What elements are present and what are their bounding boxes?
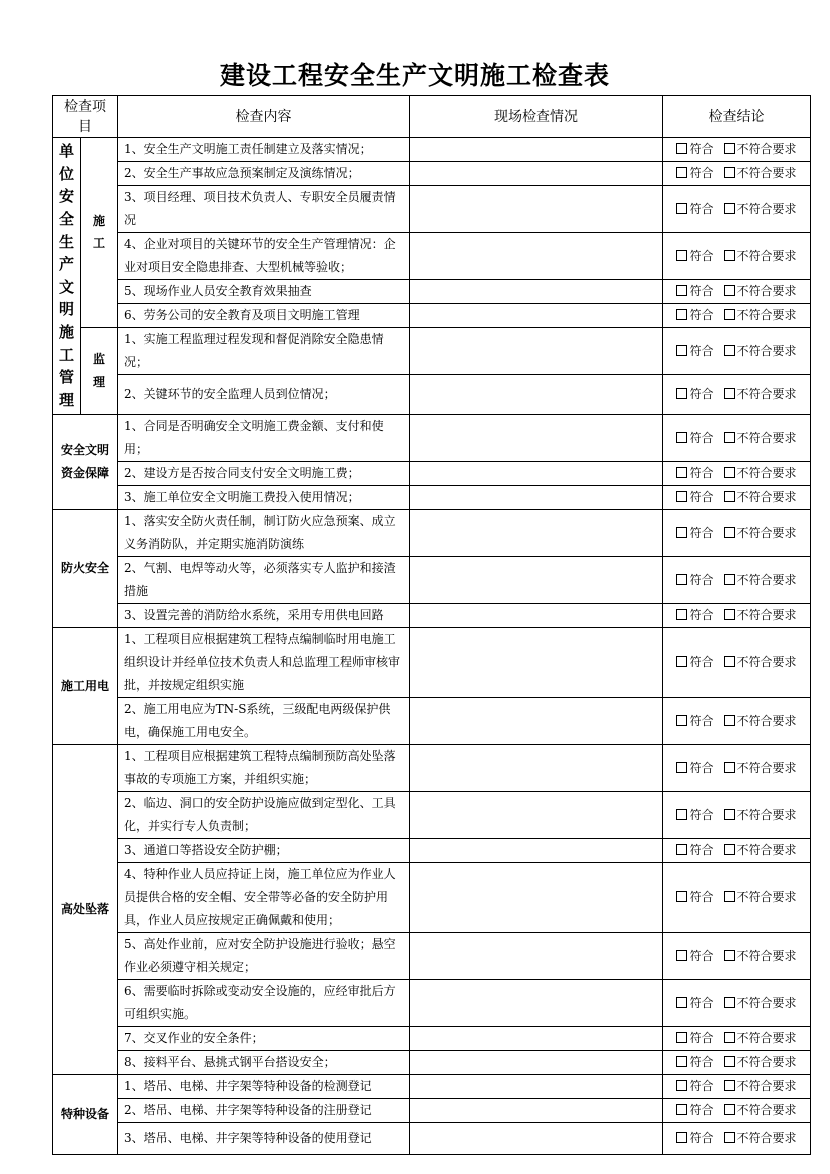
conclusion-cell: 符合 不符合要求 bbox=[663, 138, 811, 162]
checkbox-nonconform[interactable] bbox=[724, 609, 735, 620]
conclusion-cell: 符合 不符合要求 bbox=[663, 510, 811, 557]
checkbox-nonconform[interactable] bbox=[724, 143, 735, 154]
site-status-cell[interactable] bbox=[410, 1123, 663, 1155]
table-row bbox=[53, 486, 811, 510]
check-content: 2、安全生产事故应急预案制定及演练情况； bbox=[118, 162, 410, 186]
check-content: 8、接料平台、悬挑式钢平台搭设安全； bbox=[118, 1051, 410, 1075]
site-status-cell[interactable] bbox=[410, 328, 663, 375]
check-content: 1、落实安全防火责任制，制订防火应急预案、成立义务消防队，并定期实施消防演练 bbox=[118, 510, 410, 557]
conclusion-cell: 符合 不符合要求 bbox=[663, 933, 811, 980]
table-row bbox=[53, 186, 811, 233]
checkbox-nonconform[interactable] bbox=[724, 250, 735, 261]
checkbox-nonconform[interactable] bbox=[724, 285, 735, 296]
section-label: 施工用电 bbox=[53, 628, 118, 745]
table-row bbox=[53, 628, 811, 698]
check-content: 5、现场作业人员安全教育效果抽查 bbox=[118, 280, 410, 304]
checkbox-nonconform[interactable] bbox=[724, 1132, 735, 1143]
site-status-cell[interactable] bbox=[410, 1027, 663, 1051]
checkbox-nonconform[interactable] bbox=[724, 844, 735, 855]
checkbox-nonconform[interactable] bbox=[724, 762, 735, 773]
site-status-cell[interactable] bbox=[410, 186, 663, 233]
checkbox-nonconform[interactable] bbox=[724, 527, 735, 538]
checkbox-nonconform[interactable] bbox=[724, 715, 735, 726]
inspection-table bbox=[52, 95, 811, 1155]
checkbox-conform[interactable] bbox=[676, 203, 687, 214]
site-status-cell[interactable] bbox=[410, 745, 663, 792]
table-row bbox=[53, 792, 811, 839]
header-content: 检查内容 bbox=[118, 96, 410, 138]
check-content: 6、需要临时拆除或变动安全设施的，应经审批后方可组织实施。 bbox=[118, 980, 410, 1027]
check-content: 1、工程项目应根据建筑工程特点编制临时用电施工组织设计并经单位技术负责人和总监理工程师审核审批，并按规定组织实施 bbox=[118, 628, 410, 698]
checkbox-nonconform[interactable] bbox=[724, 309, 735, 320]
table-row bbox=[53, 415, 811, 462]
checkbox-nonconform[interactable] bbox=[724, 809, 735, 820]
checkbox-nonconform[interactable] bbox=[724, 432, 735, 443]
table-row bbox=[53, 604, 811, 628]
table-row bbox=[53, 1099, 811, 1123]
check-content: 2、临边、洞口的安全防护设施应做到定型化、工具化，并实行专人负责制； bbox=[118, 792, 410, 839]
site-status-cell[interactable] bbox=[410, 486, 663, 510]
checkbox-nonconform[interactable] bbox=[724, 467, 735, 478]
site-status-cell[interactable] bbox=[410, 980, 663, 1027]
checkbox-conform[interactable] bbox=[676, 345, 687, 356]
checkbox-conform[interactable] bbox=[676, 143, 687, 154]
table-row bbox=[53, 745, 811, 792]
checkbox-conform[interactable] bbox=[676, 609, 687, 620]
site-status-cell[interactable] bbox=[410, 792, 663, 839]
checkbox-conform[interactable] bbox=[676, 527, 687, 538]
site-status-cell[interactable] bbox=[410, 162, 663, 186]
checkbox-nonconform[interactable] bbox=[724, 1080, 735, 1091]
conclusion-cell: 符合 不符合要求 bbox=[663, 462, 811, 486]
checkbox-conform[interactable] bbox=[676, 1080, 687, 1091]
conclusion-cell: 符合 不符合要求 bbox=[663, 486, 811, 510]
conclusion-cell: 符合 不符合要求 bbox=[663, 604, 811, 628]
checkbox-conform[interactable] bbox=[676, 809, 687, 820]
check-content: 4、特种作业人员应持证上岗，施工单位应为作业人员提供合格的安全帽、安全带等必备的安全防护用具，作业人员应按规定正确佩戴和使用； bbox=[118, 863, 410, 933]
table-row bbox=[53, 138, 811, 162]
site-status-cell[interactable] bbox=[410, 557, 663, 604]
section-label: 单位安全生产文明施工管理 bbox=[53, 138, 81, 415]
site-status-cell[interactable] bbox=[410, 863, 663, 933]
section-label: 安全文明资金保障 bbox=[53, 415, 118, 510]
checkbox-conform[interactable] bbox=[676, 467, 687, 478]
checkbox-nonconform[interactable] bbox=[724, 1056, 735, 1067]
table-row bbox=[53, 233, 811, 280]
table-row bbox=[53, 1123, 811, 1155]
checkbox-conform[interactable] bbox=[676, 167, 687, 178]
check-content: 3、通道口等搭设安全防护棚； bbox=[118, 839, 410, 863]
conclusion-cell: 符合 不符合要求 bbox=[663, 839, 811, 863]
checkbox-nonconform[interactable] bbox=[724, 950, 735, 961]
checkbox-conform[interactable] bbox=[676, 997, 687, 1008]
site-status-cell[interactable] bbox=[410, 138, 663, 162]
check-content: 1、塔吊、电梯、井字架等特种设备的检测登记 bbox=[118, 1075, 410, 1099]
check-content: 2、施工用电应为TN-S系统，三级配电两级保护供电，确保施工用电安全。 bbox=[118, 698, 410, 745]
check-content: 1、工程项目应根据建筑工程特点编制预防高处坠落事故的专项施工方案，并组织实施； bbox=[118, 745, 410, 792]
table-row bbox=[53, 1075, 811, 1099]
checkbox-nonconform[interactable] bbox=[724, 345, 735, 356]
conclusion-cell: 符合 不符合要求 bbox=[663, 1027, 811, 1051]
conclusion-cell: 符合 不符合要求 bbox=[663, 1075, 811, 1099]
conclusion-cell: 符合 不符合要求 bbox=[663, 745, 811, 792]
check-content: 3、设置完善的消防给水系统，采用专用供电回路 bbox=[118, 604, 410, 628]
checkbox-conform[interactable] bbox=[676, 491, 687, 502]
table-row bbox=[53, 980, 811, 1027]
site-status-cell[interactable] bbox=[410, 839, 663, 863]
checkbox-conform[interactable] bbox=[676, 574, 687, 585]
checkbox-conform[interactable] bbox=[676, 762, 687, 773]
conclusion-cell: 符合 不符合要求 bbox=[663, 162, 811, 186]
checkbox-conform[interactable] bbox=[676, 285, 687, 296]
checkbox-conform[interactable] bbox=[676, 432, 687, 443]
page-title: 建设工程安全生产文明施工检查表 bbox=[219, 61, 610, 90]
checkbox-nonconform[interactable] bbox=[724, 997, 735, 1008]
site-status-cell[interactable] bbox=[410, 233, 663, 280]
conclusion-cell: 符合 不符合要求 bbox=[663, 186, 811, 233]
header-conclusion: 检查结论 bbox=[663, 96, 811, 138]
checkbox-nonconform[interactable] bbox=[724, 891, 735, 902]
conclusion-cell: 符合 不符合要求 bbox=[663, 233, 811, 280]
table-row bbox=[53, 375, 811, 415]
check-content: 2、气割、电焊等动火等，必须落实专人监护和接渣措施 bbox=[118, 557, 410, 604]
conclusion-cell: 符合 不符合要求 bbox=[663, 280, 811, 304]
table-row bbox=[53, 162, 811, 186]
conclusion-cell: 符合 不符合要求 bbox=[663, 557, 811, 604]
checkbox-conform[interactable] bbox=[676, 388, 687, 399]
site-status-cell[interactable] bbox=[410, 1075, 663, 1099]
site-status-cell[interactable] bbox=[410, 462, 663, 486]
conclusion-cell: 符合 不符合要求 bbox=[663, 863, 811, 933]
checkbox-nonconform[interactable] bbox=[724, 203, 735, 214]
checkbox-conform[interactable] bbox=[676, 950, 687, 961]
conclusion-cell: 符合 不符合要求 bbox=[663, 1123, 811, 1155]
table-row bbox=[53, 1027, 811, 1051]
header-status: 现场检查情况 bbox=[410, 96, 663, 138]
table-row bbox=[53, 462, 811, 486]
table-row bbox=[53, 510, 811, 557]
conclusion-cell: 符合 不符合要求 bbox=[663, 792, 811, 839]
checkbox-nonconform[interactable] bbox=[724, 574, 735, 585]
conclusion-cell: 符合 不符合要求 bbox=[663, 1099, 811, 1123]
check-content: 4、企业对项目的关键环节的安全生产管理情况：企业对项目安全隐患排查、大型机械等验收； bbox=[118, 233, 410, 280]
subsection-label: 施工 bbox=[81, 138, 118, 328]
checkbox-nonconform[interactable] bbox=[724, 491, 735, 502]
checkbox-conform[interactable] bbox=[676, 250, 687, 261]
check-content: 5、高处作业前，应对安全防护设施进行验收；悬空作业必须遵守相关规定； bbox=[118, 933, 410, 980]
checkbox-conform[interactable] bbox=[676, 844, 687, 855]
table-row bbox=[53, 933, 811, 980]
conclusion-cell: 符合 不符合要求 bbox=[663, 980, 811, 1027]
conclusion-cell: 符合 不符合要求 bbox=[663, 415, 811, 462]
check-content: 3、项目经理、项目技术负责人、专职安全员履责情况 bbox=[118, 186, 410, 233]
checkbox-nonconform[interactable] bbox=[724, 1104, 735, 1115]
site-status-cell[interactable] bbox=[410, 1051, 663, 1075]
checkbox-conform[interactable] bbox=[676, 1132, 687, 1143]
table-row bbox=[53, 839, 811, 863]
site-status-cell[interactable] bbox=[410, 510, 663, 557]
site-status-cell[interactable] bbox=[410, 375, 663, 415]
section-label: 高处坠落 bbox=[53, 745, 118, 1075]
conclusion-cell: 符合 不符合要求 bbox=[663, 1051, 811, 1075]
header-item: 检查项目 bbox=[53, 96, 118, 138]
site-status-cell[interactable] bbox=[410, 415, 663, 462]
conclusion-cell: 符合 不符合要求 bbox=[663, 304, 811, 328]
checkbox-conform[interactable] bbox=[676, 1104, 687, 1115]
header-row bbox=[53, 96, 811, 138]
site-status-cell[interactable] bbox=[410, 604, 663, 628]
table-row bbox=[53, 280, 811, 304]
section-label: 特种设备 bbox=[53, 1075, 118, 1155]
checkbox-nonconform[interactable] bbox=[724, 656, 735, 667]
checkbox-nonconform[interactable] bbox=[724, 1032, 735, 1043]
site-status-cell[interactable] bbox=[410, 628, 663, 698]
checkbox-conform[interactable] bbox=[676, 891, 687, 902]
checkbox-nonconform[interactable] bbox=[724, 388, 735, 399]
conclusion-cell: 符合 不符合要求 bbox=[663, 628, 811, 698]
check-content: 2、建设方是否按合同支付安全文明施工费； bbox=[118, 462, 410, 486]
check-content: 2、塔吊、电梯、井字架等特种设备的注册登记 bbox=[118, 1099, 410, 1123]
checkbox-nonconform[interactable] bbox=[724, 167, 735, 178]
check-content: 7、交叉作业的安全条件； bbox=[118, 1027, 410, 1051]
section-label: 防火安全 bbox=[53, 510, 118, 628]
table-row bbox=[53, 328, 811, 375]
table-row bbox=[53, 1051, 811, 1075]
table-row bbox=[53, 863, 811, 933]
check-content: 3、施工单位安全文明施工费投入使用情况； bbox=[118, 486, 410, 510]
conclusion-cell: 符合 不符合要求 bbox=[663, 698, 811, 745]
check-content: 6、劳务公司的安全教育及项目文明施工管理 bbox=[118, 304, 410, 328]
site-status-cell[interactable] bbox=[410, 933, 663, 980]
checkbox-conform[interactable] bbox=[676, 715, 687, 726]
table-row bbox=[53, 557, 811, 604]
checkbox-conform[interactable] bbox=[676, 656, 687, 667]
check-content: 1、合同是否明确安全文明施工费金额、支付和使用； bbox=[118, 415, 410, 462]
conclusion-cell: 符合 不符合要求 bbox=[663, 328, 811, 375]
checkbox-conform[interactable] bbox=[676, 1056, 687, 1067]
check-content: 3、塔吊、电梯、井字架等特种设备的使用登记 bbox=[118, 1123, 410, 1155]
site-status-cell[interactable] bbox=[410, 304, 663, 328]
subsection-label: 监理 bbox=[81, 328, 118, 415]
check-content: 1、安全生产文明施工责任制建立及落实情况； bbox=[118, 138, 410, 162]
conclusion-cell: 符合 不符合要求 bbox=[663, 375, 811, 415]
checkbox-conform[interactable] bbox=[676, 1032, 687, 1043]
checkbox-conform[interactable] bbox=[676, 309, 687, 320]
check-content: 2、关键环节的安全监理人员到位情况； bbox=[118, 375, 410, 415]
table-row bbox=[53, 698, 811, 745]
site-status-cell[interactable] bbox=[410, 1099, 663, 1123]
site-status-cell[interactable] bbox=[410, 280, 663, 304]
check-content: 1、实施工程监理过程发现和督促消除安全隐患情况； bbox=[118, 328, 410, 375]
table-row bbox=[53, 304, 811, 328]
site-status-cell[interactable] bbox=[410, 698, 663, 745]
